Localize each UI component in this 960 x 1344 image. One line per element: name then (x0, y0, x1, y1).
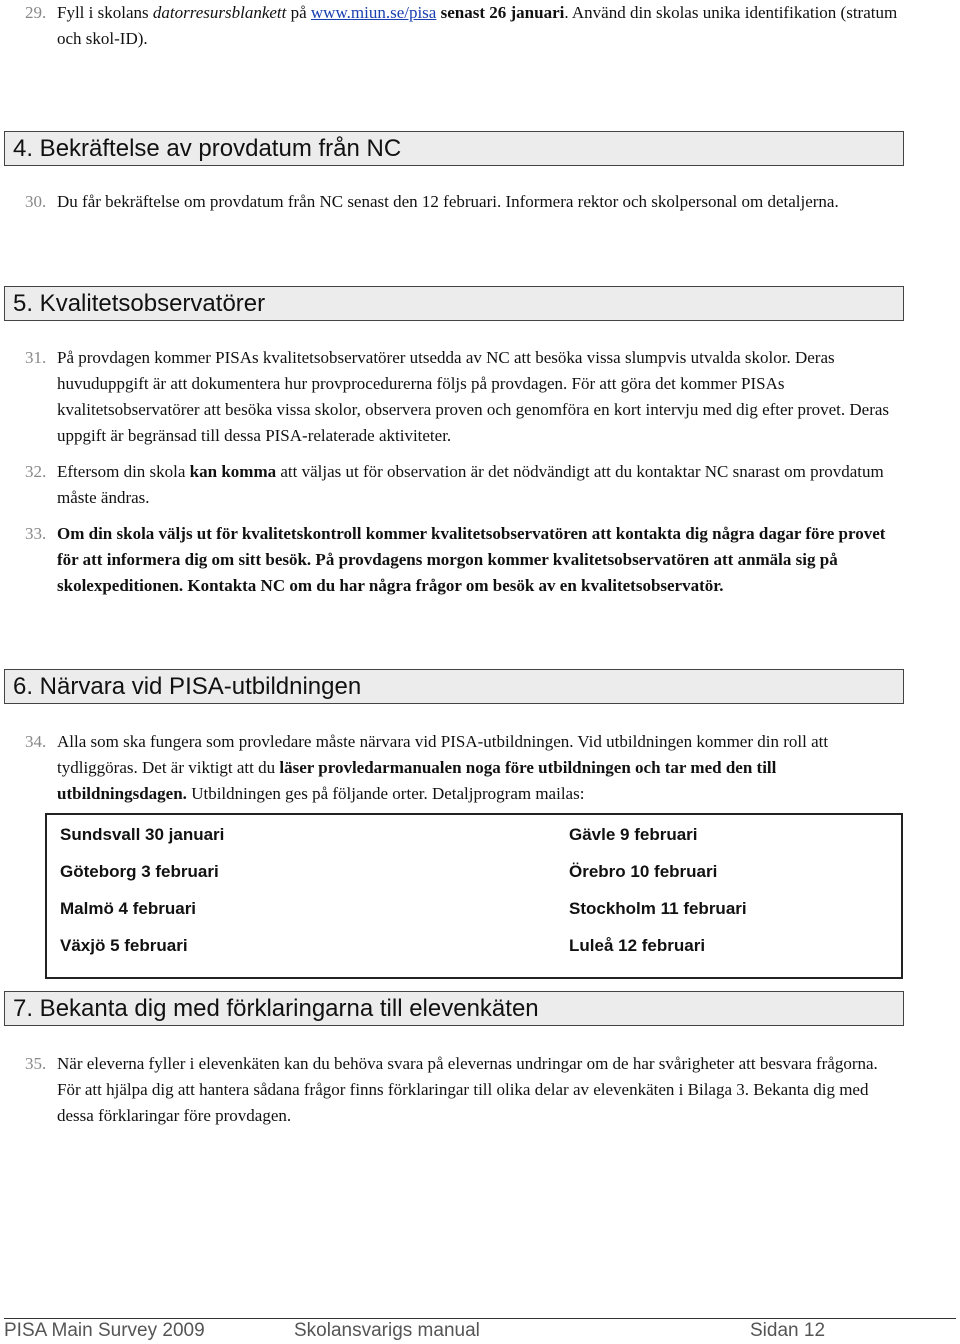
training-location: Växjö 5 februari (60, 936, 188, 955)
item-number: 30. (25, 192, 47, 211)
text-run: på (286, 3, 311, 22)
training-location: Malmö 4 februari (60, 899, 197, 918)
item-34 (25, 729, 905, 807)
section-heading-6: 6. Närvara vid PISA-utbildningen (4, 669, 904, 704)
item-text: Om din skola väljs ut för kvalitetskontroll kommer kvalitetsobservatören att kontakta dig några dagar före provet för att informera dig om sitt besök. På provdagens morgon kommer kvalitetsobservatören att anmäla sig på skolexpeditionen. Kontakta NC om du har några frågor om besök av en kvalitetsobservatör. (57, 524, 886, 595)
emphasis: läser provledarmanualen noga före utbildningen och tar med den till utbildningsdagen. (57, 758, 777, 803)
text-run: Alla som ska fungera som provledare måste närvara vid PISA-utbildningen. Vid utbildningen kommer din roll att tydliggöras. Det är viktigt att du (57, 732, 829, 777)
footer-manual: Skolansvarigs manual (294, 1320, 480, 1341)
training-location: Gävle 9 februari (569, 825, 698, 844)
item-text (57, 729, 905, 807)
item-number: 35. (25, 1054, 47, 1073)
item-32 (25, 459, 905, 511)
item-text (57, 0, 905, 52)
item-text (57, 459, 905, 511)
item-text: Du får bekräftelse om provdatum från NC senast den 12 februari. Informera rektor och skolpersonal om detaljerna. (57, 192, 839, 211)
section-heading-7: 7. Bekanta dig med förklaringarna till elevenkäten (4, 991, 904, 1026)
text-run: Utbildningen ges på följande orter. Detaljprogram mailas: (186, 784, 585, 803)
training-location: Örebro 10 februari (569, 862, 718, 881)
item-29 (25, 0, 905, 52)
training-location: Stockholm 11 februari (569, 899, 747, 918)
section-heading-5: 5. Kvalitetsobservatörer (4, 286, 904, 321)
footer-survey: PISA Main Survey 2009 (4, 1320, 205, 1341)
emphasis: kan komma (189, 462, 277, 481)
text-run: att väljas ut för observation är det nödvändigt att du kontaktar NC snarast om provdatum måste ändras. (57, 462, 884, 507)
item-number: 29. (25, 3, 47, 22)
text-run: . Använd din skolas unika identifikation (stratum och skol-ID). (57, 3, 898, 48)
training-location: Sundsvall 30 januari (60, 825, 225, 844)
item-text: På provdagen kommer PISAs kvalitetsobservatörer utsedda av NC att besöka vissa slumpvis utvalda skolor. Deras huvuduppgift är att dokumentera hur provprocedurerna följs på provdagen. För att göra det kommer PISAs kvalitetsobservatörer att besöka vissa skolor, observera proven och genomföra en kort intervju med dig efter provet. Deras uppgift är begränsad till dessa PISA-relaterade aktiviteter. (57, 348, 890, 445)
form-name: datorresursblankett (152, 3, 287, 22)
item-31 (25, 345, 905, 449)
item-number: 34. (25, 732, 47, 751)
deadline: senast 26 januari (440, 3, 565, 22)
footer-page-number: Sidan 12 (750, 1320, 826, 1341)
item-33 (25, 521, 905, 599)
training-locations-box (45, 813, 903, 979)
item-text: När eleverna fyller i elevenkäten kan du behöva svara på elevernas undringar om de har svårigheter att besvara frågorna. För att hjälpa dig att hantera sådana frågor finns förklaringar till olika delar av elevenkäten i Bilaga 3. Bekanta dig med dessa förklaringar före provdagen. (57, 1054, 878, 1125)
training-location: Göteborg 3 februari (60, 862, 219, 881)
item-number: 33. (25, 524, 47, 543)
item-30 (25, 189, 905, 215)
item-number: 31. (25, 348, 47, 367)
text-run: Eftersom din skola (57, 462, 190, 481)
miun-pisa-link[interactable]: www.miun.se/pisa (310, 3, 437, 22)
item-number: 32. (25, 462, 47, 481)
item-35 (25, 1051, 905, 1129)
section-heading-4: 4. Bekräftelse av provdatum från NC (4, 131, 904, 166)
text-run: Fyll i skolans (57, 3, 153, 22)
training-location: Luleå 12 februari (569, 936, 706, 955)
footer-divider (4, 1318, 956, 1319)
